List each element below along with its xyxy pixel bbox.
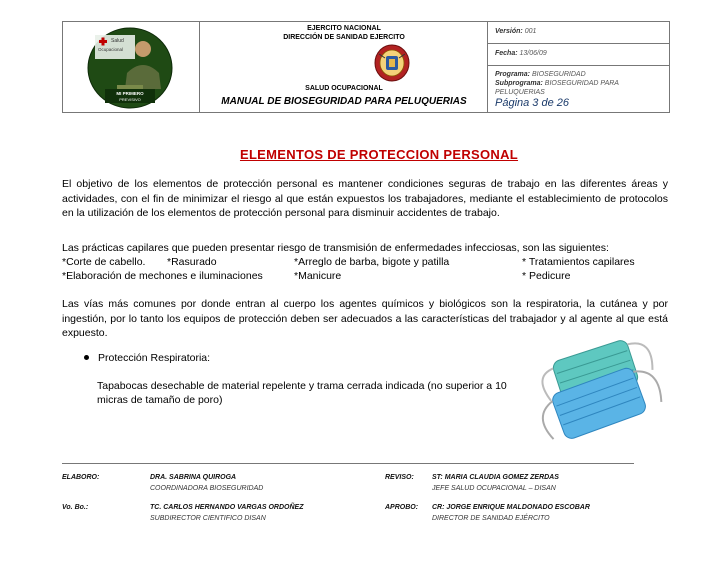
practice-corte: *Corte de cabello. [62,256,146,268]
svg-text:PREVISIVO: PREVISIVO [119,97,141,102]
section-title: ELEMENTOS DE PROTECCION PERSONAL [239,147,519,162]
svg-text:Salud: Salud [111,38,124,44]
program-value: BIOSEGURIDAD [531,71,586,78]
date-row [488,44,669,66]
date-label: Fecha: [495,50,518,57]
subprogram-label: Subprograma: [495,80,543,87]
practice-arreglo: *Arreglo de barba, bigote y patilla [294,256,450,268]
org-name: EJERCITO NACIONAL [307,25,381,32]
practice-manicure: *Manicure [294,270,342,282]
army-seal-icon [373,44,411,82]
practices-intro: Las prácticas capilares que pueden presentar riesgo de transmisión de enfermedades infecciosas, son las siguientes: [62,242,609,254]
routes-paragraph: Las vías más comunes por donde entran al cuerpo los agentes químicos y biológicos son la respiratoria, la cutánea y por ingestión, por lo tanto los equipos de protección deben ser adecuados a las características del trabajador y al agente al que está expuesto. [62,298,668,339]
svg-text:Ocupacional: Ocupacional [98,47,124,52]
unit-name: SALUD OCUPACIONAL [305,85,383,92]
objective-paragraph: El objetivo de los elementos de protección personal es mantener condiciones seguras de trabajo en las diferentes áreas y actividades, con el fin de minimizar el riesgo al que están expuestos los trabajadores, mediante el establecimiento de protocolos en la utilización de los elementos de protección personal para disminuir accidentes de trabajo. [62,178,668,219]
header-title-cell [200,22,488,112]
salud-ocupacional-logo [87,27,173,109]
version-value: 001 [524,28,537,35]
program-label: Programa: [495,71,531,78]
date-value: 13/06/09 [519,50,547,57]
program-row [488,66,669,112]
subprogram-value: BIOSEGURIDAD PARA PELUQUERIAS [495,80,619,96]
doc-meta-cell [488,22,669,112]
practice-tratamientos: * Tratamientos capilares [522,256,635,268]
elaboro-role: COORDINADORA BIOSEGURIDAD [150,485,264,492]
vobo-name: TC. CARLOS HERNANDO VARGAS ORDOÑEZ [150,504,304,511]
elaboro-label: ELABORO: [62,474,100,481]
page-number: Página 3 de 26 [495,97,570,109]
reviso-name: ST: MARIA CLAUDIA GOMEZ ZERDAS [432,474,559,481]
bullet-dot-icon [84,355,89,360]
logo-cell [63,22,200,112]
respiratory-description: Tapabocas desechable de material repelente y trama cerrada indicada (no superior a 10 micras de tamaño de poro) [97,380,507,406]
practice-rasurado: *Rasurado [167,256,217,268]
practice-mechones: *Elaboración de mechones e iluminaciones [62,270,263,282]
practice-pedicure: * Pedicure [522,270,571,282]
directorate-name: DIRECCIÓN DE SANIDAD EJERCITO [283,34,405,41]
aprobo-label: APROBO: [385,504,419,511]
footer-divider [62,463,634,464]
bullet-respiratory [84,352,210,364]
manual-title: MANUAL DE BIOSEGURIDAD PARA PELUQUERIAS [221,96,467,107]
vobo-role: SUBDIRECTOR CIENTIFICO DISAN [150,515,266,522]
svg-text:MI PRIMERO: MI PRIMERO [116,91,144,96]
vobo-label: Vo. Bo.: [62,504,89,511]
bullet-label: Protección Respiratoria: [98,352,211,364]
elaboro-name: DRA. SABRINA QUIROGA [150,474,237,481]
aprobo-role: DIRECTOR DE SANIDAD EJÉRCITO [432,515,550,522]
reviso-label: REVISO: [385,474,414,481]
reviso-role: JEFE SALUD OCUPACIONAL – DISAN [432,485,556,492]
document-header [62,21,670,113]
version-label: Versión: [495,28,523,35]
version-row [488,22,669,44]
face-masks-image [528,337,670,447]
aprobo-name: CR: JORGE ENRIQUE MALDONADO ESCOBAR [432,504,590,511]
